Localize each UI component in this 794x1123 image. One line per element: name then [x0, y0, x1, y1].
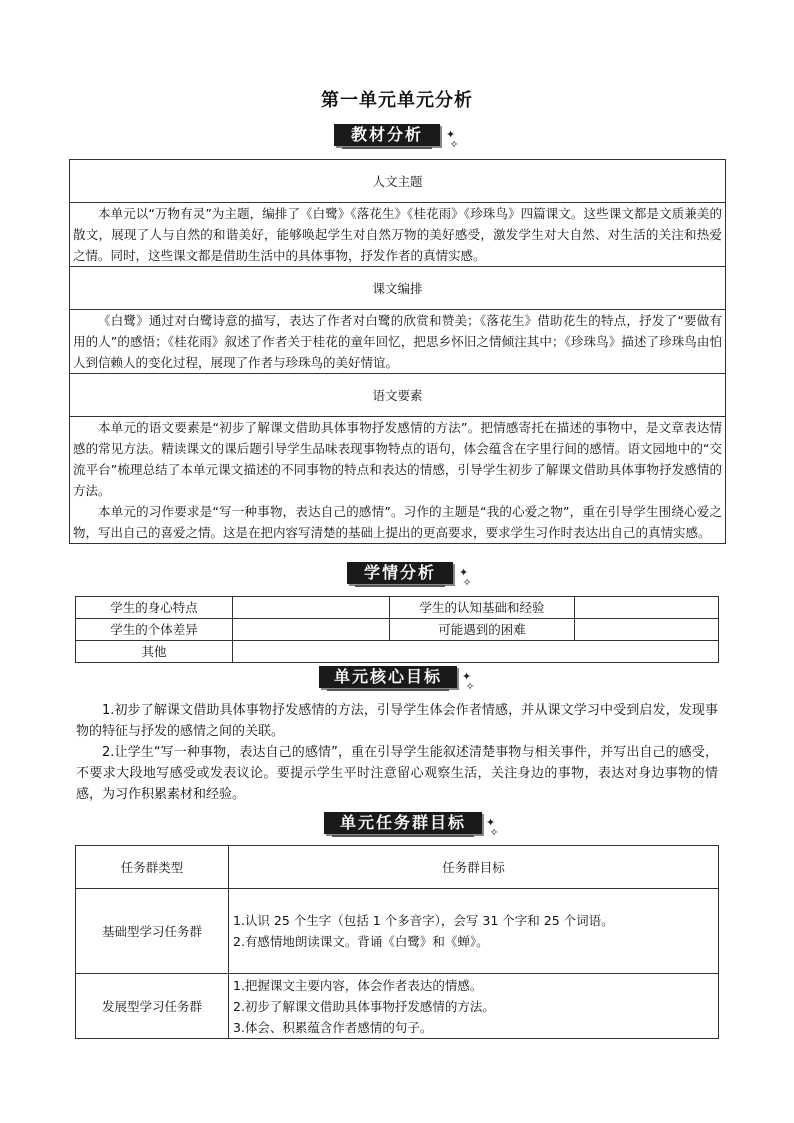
- core-goal-1: 1.初步了解课文借助具体事物抒发感情的方法，引导学生体会作者情感，并从课文学习中受到启发，发现事物的特征与抒发的感情之间的关联。: [76, 703, 718, 739]
- material-table: [69, 159, 726, 544]
- element-text: [70, 417, 726, 544]
- task-goal-item: 3.体会、积累蕴含作者感情的句子。: [233, 1019, 433, 1035]
- section-title: 单元核心目标: [319, 666, 457, 688]
- section-title: 学情分析: [347, 562, 453, 584]
- task-goal-item: 2.有感情地朗读课文。背诵《白鹭》和《蝉》。: [233, 934, 489, 949]
- learner-value: [233, 641, 719, 663]
- sparkle-icon: ✦ ✧: [486, 816, 499, 839]
- task-type-header: 任务群类型: [76, 846, 229, 889]
- task-goals: [229, 974, 719, 1039]
- task-type: 发展型学习任务群: [76, 974, 229, 1039]
- learner-label: 学生的身心特点: [76, 597, 233, 619]
- task-type: 基础型学习任务群: [76, 889, 229, 974]
- arrangement-text: 《白鹭》通过对白鹭诗意的描写，表达了作者对白鹭的欣赏和赞美；《落花生》借助花生的特点，抒发了“要做有用的人”的感悟；《桂花雨》叙述了作者关于桂花的童年回忆，把思乡怀旧之情倾注其中；《珍珠鸟》描述了珍珠鸟由怕人到信赖人的变化过程，展现了作者与珍珠鸟的美好情谊。: [70, 310, 726, 374]
- learner-label: 其他: [76, 641, 233, 663]
- section-banner-material: [334, 124, 464, 151]
- theme-heading: 人文主题: [70, 160, 726, 203]
- element-paragraph-2: 本单元的习作要求是“写一种事物，表达自己的感情”。习作的主题是“我的心爱之物”，重在引导学生围绕心爱之物，写出自己的喜爱之情。这是在把内容写清楚的基础上提出的更高要求，要求学生习作时表达出自己的真情实感。: [73, 504, 722, 540]
- task-goal-header: 任务群目标: [229, 846, 719, 889]
- page-title: 第一单元单元分析: [321, 90, 473, 111]
- learner-label: 可能遇到的困难: [390, 619, 575, 641]
- section-banner-task: [324, 812, 504, 839]
- task-goals: [229, 889, 719, 974]
- section-title: 单元任务群目标: [324, 812, 482, 834]
- element-heading: 语文要素: [70, 374, 726, 417]
- task-goal-item: 1.把握课文主要内容，体会作者表达的情感。: [233, 977, 483, 993]
- learner-value: [233, 619, 390, 641]
- task-goal-item: 2.初步了解课文借助具体事物抒发感情的方法。: [233, 998, 495, 1014]
- sparkle-icon: ✦ ✧: [462, 670, 475, 693]
- learner-label: 学生的认知基础和经验: [390, 597, 575, 619]
- section-title: 教材分析: [334, 124, 440, 146]
- section-banner-learner: [347, 562, 477, 589]
- learner-value: [575, 597, 719, 619]
- core-goal-2: 2.让学生“写一种事物，表达自己的感情”，重在引导学生能叙述清楚事物与相关事件，并写出自己的感受，不要求大段地写感受或发表议论。要提示学生平时注意留心观察生活，关注身边的事物，表达对身边事物的情感，为习作积累素材和经验。: [76, 745, 718, 802]
- learner-table: [75, 596, 719, 663]
- sparkle-icon: ✦ ✧: [446, 128, 459, 151]
- theme-text: 本单元以“万物有灵”为主题，编排了《白鹭》《落花生》《桂花雨》《珍珠鸟》四篇课文。这些课文都是文质兼美的散文，展现了人与自然的和谐美好，能够唤起学生对自然万物的美好感受，激发学生对大自然、对生活的关注和热爱之情。同时，这些课文都是借助生活中的具体事物，抒发作者的真情实感。: [70, 203, 726, 267]
- task-goal-item: 1.认识 25 个生字（包括 1 个多音字），会写 31 个字和 25 个词语。: [233, 913, 614, 928]
- arrangement-heading: 课文编排: [70, 267, 726, 310]
- sparkle-icon: ✦ ✧: [459, 566, 472, 589]
- learner-label: 学生的个体差异: [76, 619, 233, 641]
- learner-value: [575, 619, 719, 641]
- element-paragraph-1: 本单元的语文要素是“初步了解课文借助具体事物抒发感情的方法”。把情感寄托在描述的事物中，是文章表达情感的常见方法。精读课文的课后题引导学生品味表现事物特点的语句，体会蕴含在字里行间的感情。语文园地中的“交流平台”梳理总结了本单元课文描述的不同事物的特点和表达的情感，引导学生初步了解课文借助具体事物抒发感情的方法。: [73, 420, 722, 498]
- task-table: [75, 845, 719, 1039]
- section-banner-core: [319, 666, 479, 693]
- learner-value: [233, 597, 390, 619]
